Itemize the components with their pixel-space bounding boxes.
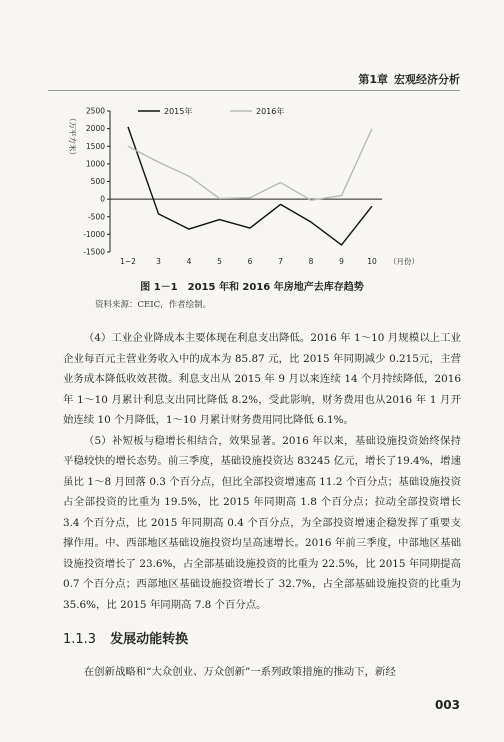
y-tick-label: 1000 [85,159,105,169]
paragraph: （5）补短板与稳增长相结合，效果显著。2016 年以来，基础设施投资始终保持平稳较快的增长态势。前三季度，基础设施投资达 83245 亿元，增长了19.4%，增速虽比 1～8 月回落 0.3 个百分点，但比全部投资增速高 11.2 个百分点；基础设施投资占全部投资的比重为 19.5%，比 2015 年同期高 1.8 个百分点；拉动全部投资增长 3.4 个百分点，比 2015 年同期高 0.4 个百分点，为全部投资增速企稳发挥了重要支撑作用。中、西部地区基础设施投资均呈高速增长。2016 年前三季度，中部地区基础设施投资增长了 23.6%，占全部基础设施投资的比重为 22.5%，比 2015 年同期提高 0.7 个百分点；西部地区基础设施投资增长了 32.7%，占全部基础设施投资的比重为 35.6%，比 2015 年同期高 7.8 个百分点。 [63,434,461,611]
y-tick-label: -1000 [83,229,105,239]
chapter-number: 第1章 [358,73,388,86]
y-tick-label: -500 [87,212,105,222]
section-heading [63,628,188,647]
figure-source: 资料来源：CEIC，作者绘制。 [95,300,212,310]
y-tick-label: 0 [100,194,105,204]
x-tick-label: 3 [156,257,161,266]
x-tick-label: 5 [217,257,222,266]
x-tick-label: 1~2 [120,257,136,266]
running-header [352,71,460,87]
y-axis-label: （万平方米） [68,114,77,159]
y-tick-label: 2500 [85,106,105,116]
page-number: 003 [434,698,460,712]
body-text [63,328,461,615]
y-tick-label: 2000 [85,124,105,134]
section-title: 发展动能转换 [110,632,189,647]
x-tick-label: 9 [339,257,344,266]
x-tick-label: 4 [186,257,192,266]
series-line-1 [128,127,372,245]
x-tick-label: 7 [278,257,283,266]
x-axis-unit: （月份） [389,257,419,266]
header-rule [48,90,460,91]
paragraph: 在创新战略和“大众创业、万众创新”一系列政策措施的推动下，新经 [83,666,396,678]
legend-label: 2016年 [256,107,285,116]
section-number: 1.1.3 [63,632,97,647]
y-tick-label: 500 [90,177,105,186]
legend-label: 2015年 [164,107,193,116]
y-tick-label: 1500 [85,141,105,151]
y-tick-label: -1500 [83,247,105,257]
line-chart [40,100,460,270]
series-line-2 [128,129,372,201]
chapter-title: 宏观经济分析 [394,73,460,86]
figure-caption: 图 1－1 2015 年和 2016 年房地产去库存趋势 [140,282,364,293]
x-tick-label: 10 [367,257,377,266]
paragraph: （4）工业企业降成本主要体现在利息支出降低。2016 年 1～10 月规模以上工业企业每百元主营业务收入中的成本为 85.87 元，比 2015 年同期减少 0.215元，主营业务成本降低收效甚微。利息支出从 2015 年 9 月以来连续 14 个月持续降低，2016 年 1～10 月累计利息支出同比降低 8.2%，受此影响，财务费用也从2016 年 1 月开始连续 10 个月降低，1～10 月累计财务费用同比降低 6.1%。 [63,332,461,426]
x-tick-label: 6 [247,257,253,266]
x-tick-label: 8 [308,257,314,266]
